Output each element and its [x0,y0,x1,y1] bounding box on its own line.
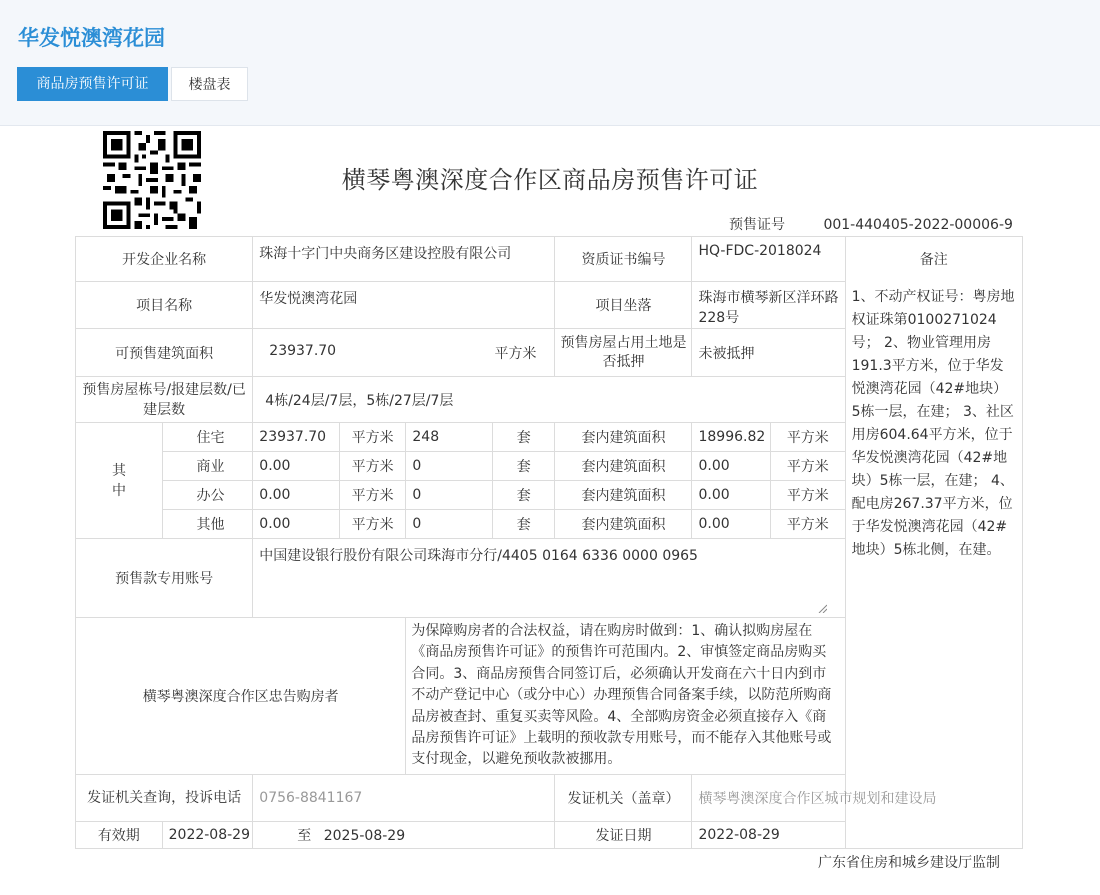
breakdown-inner: 0.00 [692,510,771,539]
cert-label: 资质证书编号 [555,237,692,282]
inner-unit: 平方米 [771,510,846,539]
site-title: 华发悦澳湾花园 [18,26,165,50]
breakdown-set-unit: 套 [493,481,555,510]
inner-area-label: 套内建筑面积 [555,481,692,510]
valid-label: 有效期 [76,821,163,848]
account-textarea[interactable] [253,539,845,618]
breakdown-type: 办公 [162,481,253,510]
breakdown-count: 0 [406,481,493,510]
valid-to: 2025-08-29 [323,827,406,844]
permit-number-label: 预售证号 [729,217,785,233]
breakdown-type: 其他 [162,510,253,539]
breakdown-set-unit: 套 [493,452,555,481]
breakdown-unit: 平方米 [339,481,405,510]
developer-value: 珠海十字门中央商务区建设控股有限公司 [253,237,555,282]
resize-handle-icon[interactable] [817,603,827,613]
breakdown-area: 0.00 [253,481,340,510]
area-unit: 平方米 [494,345,537,362]
breakdown-count: 248 [406,423,493,452]
breakdown-area: 0.00 [253,510,340,539]
qr-code-icon [103,131,201,229]
permit-table [75,236,1023,849]
phone-value: 0756-8841167 [253,774,555,821]
tab-building-table[interactable]: 楼盘表 [171,67,248,101]
breakdown-count: 0 [406,452,493,481]
inner-area-label: 套内建筑面积 [555,423,692,452]
breakdown-area: 23937.70 [253,423,340,452]
breakdown-type: 住宅 [162,423,253,452]
breakdown-type: 商业 [162,452,253,481]
breakdown-inner: 0.00 [692,481,771,510]
breakdown-area: 0.00 [253,452,340,481]
issuer-label: 发证机关（盖章） [555,774,692,821]
breakdown-count: 0 [406,510,493,539]
inner-unit: 平方米 [771,452,846,481]
among-label: 其 中 [76,423,163,539]
area-cell [253,329,555,377]
building-value: 4栋/24层/7层，5栋/27层/7层 [253,377,845,423]
inner-area-label: 套内建筑面积 [555,452,692,481]
breakdown-inner: 0.00 [692,452,771,481]
permit-number-row [729,214,1013,234]
account-label: 预售款专用账号 [76,539,253,618]
warning-text: 为保障购房者的合法权益，请在购房时做到：1、确认拟购房屋在《商品房预售许可证》的预售许可范围内。2、审慎签定商品房购买合同。3、商品房预售合同签订后，必须确认开发商在六十日内到市不动产登记中心（或分中心）办理预售合同备案手续，以防范所购商品房被查封、重复买卖等风险。4、全部购房资金必须直接存入《商品房预售许可证》上载明的预收款专用账号，而不能存入其他账号或支付现金，以避免预收款被挪用。 [406,618,845,775]
issuer-value: 横琴粤澳深度合作区城市规划和建设局 [692,774,845,821]
remarks-label: 备注 [845,237,1022,282]
tab-presale-permit[interactable]: 商品房预售许可证 [17,67,168,101]
breakdown-set-unit: 套 [493,510,555,539]
location-label: 项目坐落 [555,282,692,329]
area-label: 可预售建筑面积 [76,329,253,377]
inner-unit: 平方米 [771,481,846,510]
mortgage-label: 预售房屋占用土地是否抵押 [555,329,692,377]
breakdown-unit: 平方米 [339,452,405,481]
header [0,0,1100,126]
breakdown-set-unit: 套 [493,423,555,452]
project-label: 项目名称 [76,282,253,329]
breakdown-unit: 平方米 [339,510,405,539]
breakdown-inner: 18996.82 [692,423,771,452]
permit-number: 001-440405-2022-00006-9 [823,217,1013,233]
area-value: 23937.70 [269,342,337,359]
mortgage-value: 未被抵押 [692,329,845,377]
document-title: 横琴粤澳深度合作区商品房预售许可证 [341,166,759,194]
tab-bar [17,67,248,101]
location-value: 珠海市横琴新区洋环路228号 [692,282,845,329]
building-label: 预售房屋栋号/报建层数/已建层数 [76,377,253,423]
remarks-value: 1、不动产权证号：粤房地权证珠第0100271024号； 2、物业管理用房191.3平方米，位于华发悦澳湾花园（42#地块）5栋一层，在建； 3、社区用房604.64平方米，位于华发悦澳湾花园（42#地块）5栋一层，在建； 4、配电房267.37平方米，位于华发悦澳湾花园（42#地块）5栋北侧，在建。 [845,282,1022,849]
valid-to-cell [253,821,555,848]
inner-unit: 平方米 [771,423,846,452]
warning-label: 横琴粤澳深度合作区忠告购房者 [76,618,406,775]
cert-value: HQ-FDC-2018024 [692,237,845,282]
developer-label: 开发企业名称 [76,237,253,282]
valid-to-label: 至 [297,827,312,844]
project-value: 华发悦澳湾花园 [253,282,555,329]
issue-date-label: 发证日期 [555,821,692,848]
phone-label: 发证机关查询，投诉电话 [76,774,253,821]
issue-date: 2022-08-29 [692,821,1023,848]
inner-area-label: 套内建筑面积 [555,510,692,539]
supervisor-note: 广东省住房和城乡建设厅监制 [818,855,1000,871]
account-value: 中国建设银行股份有限公司珠海市分行/4405 0164 6336 0000 0965 [259,548,698,564]
valid-from: 2022-08-29 [162,821,253,848]
breakdown-unit: 平方米 [339,423,405,452]
